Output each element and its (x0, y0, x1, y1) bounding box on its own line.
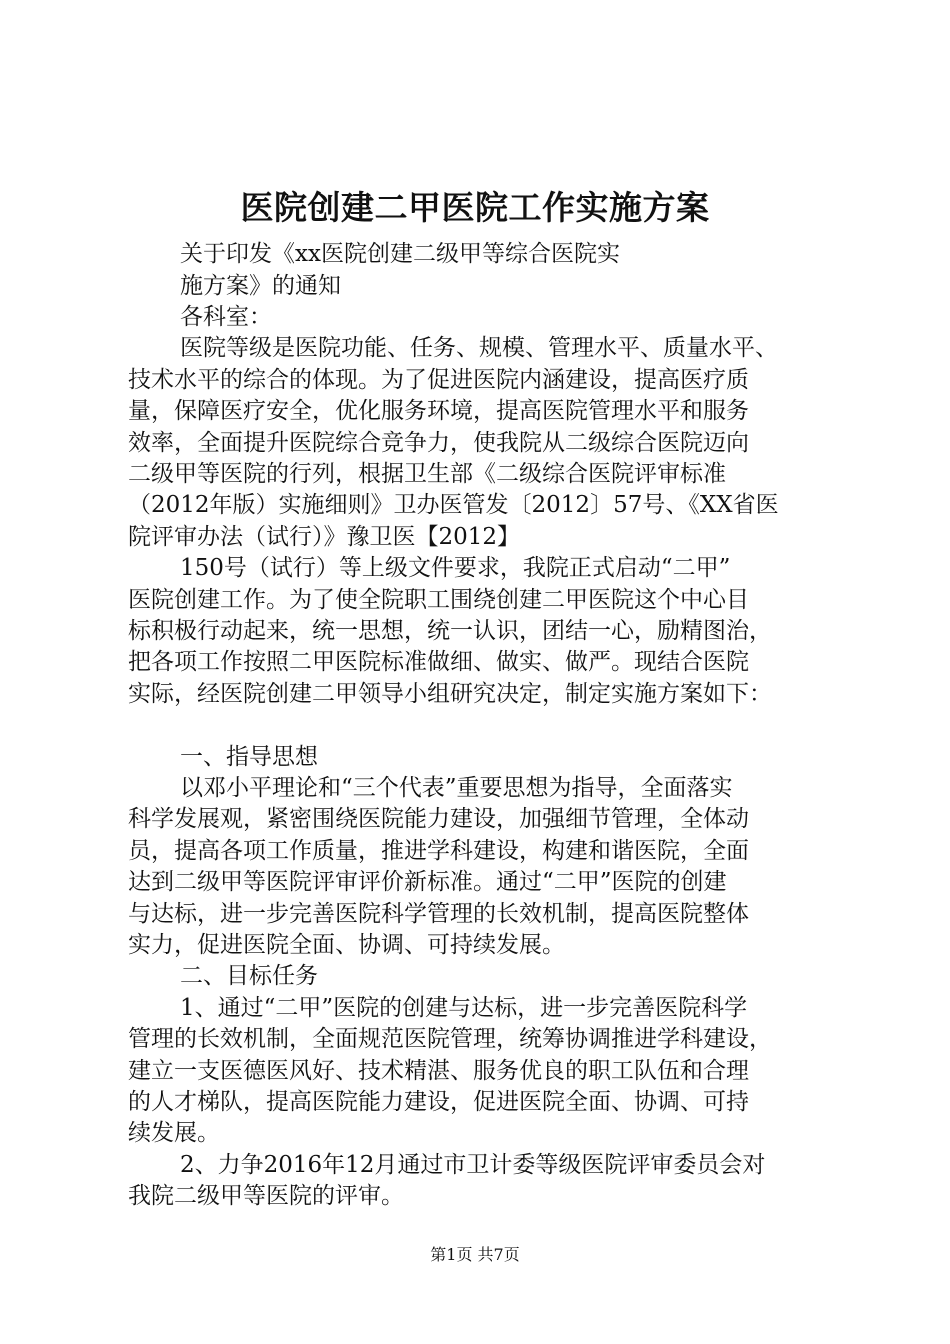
body-text-line: 1、通过“二甲”医院的创建与达标，进一步完善医院科学 (180, 995, 748, 1021)
body-text-line: 管理的长效机制，全面规范医院管理，统筹协调推进学科建设， (128, 1026, 772, 1052)
body-text-line: 技术水平的综合的体现。为了促进医院内涵建设，提高医疗质 (128, 367, 749, 393)
body-text-line: 与达标，进一步完善医院科学管理的长效机制，提高医院整体 (128, 901, 749, 927)
body-text-line: 把各项工作按照二甲医院标准做细、做实、做严。现结合医院 (128, 649, 749, 675)
body-text-line: 续发展。 (128, 1120, 220, 1146)
body-text-line: 二级甲等医院的行列，根据卫生部《二级综合医院评审标准 (128, 461, 726, 487)
body-text-line: 量，保障医疗安全，优化服务环境，提高医院管理水平和服务 (128, 398, 749, 424)
body-text-line: 员，提高各项工作质量，推进学科建设，构建和谐医院，全面 (128, 838, 749, 864)
body-text-line: 实力，促进医院全面、协调、可持续发展。 (128, 932, 565, 958)
page-number-footer: 第1页 共7页 (430, 1245, 520, 1264)
notice-heading-line-1: 关于印发《xx医院创建二级甲等综合医院实 (180, 241, 620, 267)
body-text-line: （2012年版）实施细则》卫办医管发〔2012〕57号、《XX省医 (128, 492, 779, 518)
body-text-line: 的人才梯队，提高医院能力建设，促进医院全面、协调、可持 (128, 1089, 749, 1115)
body-text-line: 院评审办法（试行）》豫卫医【2012】 (128, 524, 521, 550)
body-text-line: 标积极行动起来，统一思想，统一认识，团结一心，励精图治， (128, 618, 772, 644)
salutation: 各科室： (180, 304, 272, 330)
body-text-line: 150号（试行）等上级文件要求，我院正式启动“二甲” (180, 555, 731, 581)
body-text-line: 建立一支医德医风好、技术精湛、服务优良的职工队伍和合理 (128, 1058, 749, 1084)
body-text-line: 医院等级是医院功能、任务、规模、管理水平、质量水平、 (180, 335, 778, 361)
body-text-line: 医院创建工作。为了使全院职工围绕创建二甲医院这个中心目 (128, 587, 749, 613)
body-text-line: 科学发展观，紧密围绕医院能力建设，加强细节管理，全体动 (128, 806, 749, 832)
body-text-line: 2、力争2016年12月通过市卫计委等级医院评审委员会对 (180, 1152, 766, 1178)
body-text-line: 我院二级甲等医院的评审。 (128, 1183, 404, 1209)
section-heading-guiding-ideology: 一、指导思想 (180, 744, 318, 770)
body-text-line: 实际，经医院创建二甲领导小组研究决定，制定实施方案如下： (128, 681, 772, 707)
body-text-line: 效率，全面提升医院综合竞争力，使我院从二级综合医院迈向 (128, 430, 749, 456)
notice-heading-line-2: 施方案》的通知 (180, 273, 341, 299)
body-text-line: 达到二级甲等医院评审评价新标准。通过“二甲”医院的创建 (128, 869, 727, 895)
document-title: 医院创建二甲医院工作实施方案 (240, 188, 710, 227)
section-heading-goals: 二、目标任务 (180, 963, 318, 989)
body-text-line: 以邓小平理论和“三个代表”重要思想为指导，全面落实 (180, 775, 733, 801)
